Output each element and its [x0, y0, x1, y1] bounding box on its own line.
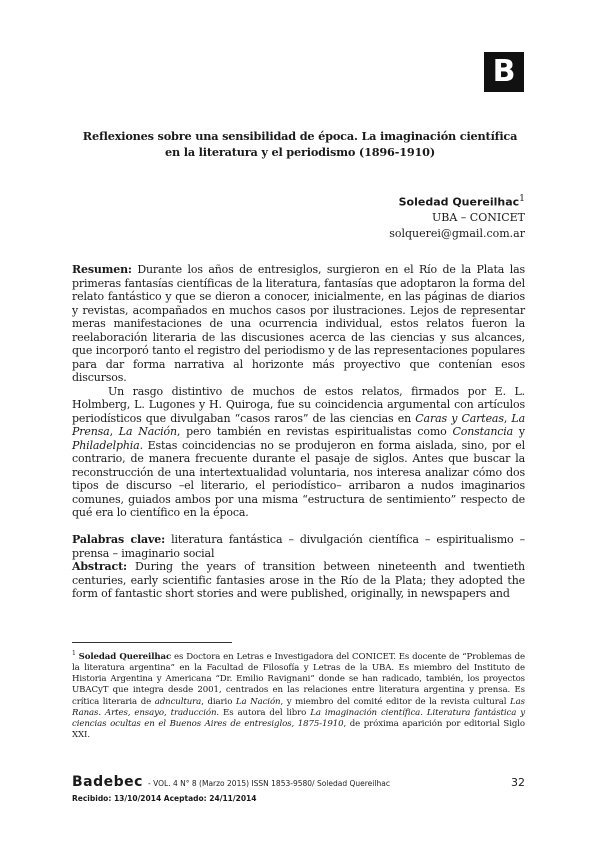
footnote-divider	[72, 642, 232, 643]
italic-title: La Nación	[235, 696, 281, 707]
journal-logo: B	[484, 52, 524, 92]
journal-brand: Badebec	[72, 774, 143, 790]
italic-title: Philadelphia	[72, 438, 140, 452]
footer-left	[72, 771, 390, 790]
footnote-author-name: Soledad Quereilhac	[78, 651, 172, 662]
footnote-mark: 1	[72, 650, 76, 657]
author-footnote-mark[interactable]: 1	[519, 193, 525, 204]
issue-info: - VOL. 4 N° 8 (Marzo 2015) ISSN 1853-9580/ Soledad Quereilhac	[148, 779, 390, 788]
keywords-paragraph	[72, 533, 525, 560]
abstract-es-label: Resumen:	[72, 263, 132, 276]
italic-title: La imaginación científica. Literatura fantástica y ciencias ocultas en el Buenos Aires de entresiglos, 1875-1910	[72, 707, 525, 730]
keywords-text: literatura fantástica – divulgación científica – espiritualismo – prensa – imaginario social	[72, 533, 525, 560]
abstract-es-text-1: Durante los años de entresiglos, surgieron en el Río de la Plata las primeras fantasías científicas de la literatura, fantasías que adoptaron la forma del relato fantástico y que se dieron a conocer, inicialmente, en las páginas de diarios y revistas, acompañados en muchos casos por ilustraciones. Lejos de representar meras manifestaciones de una ocurrencia individual, estos relatos fueron la reelaboración literaria de las discusiones acerca de las ciencias y sus alcances, que incorporó tanto el registro del periodismo y de las representaciones populares para dar forma narrativa al horizonte más proyectivo que contenían esos discursos.	[72, 263, 525, 384]
italic-title: Constancia	[452, 425, 514, 438]
page-number: 32	[511, 776, 525, 789]
author-affiliation: UBA – CONICET	[432, 211, 525, 225]
received-accepted-dates: Recibido: 13/10/2014 Aceptado: 24/11/2014	[72, 794, 257, 803]
text-span: , diario	[201, 696, 236, 707]
spacer	[72, 520, 525, 534]
abstract-en-label: Abstract:	[72, 560, 127, 573]
author-email[interactable]: solquerei@gmail.com.ar	[389, 226, 525, 240]
italic-title: adncultura	[154, 696, 202, 707]
text-span: , y miembro del comité editor de la revista cultural	[280, 696, 511, 707]
italic-title: La Nación	[118, 425, 177, 438]
text-span: y	[513, 425, 525, 438]
text-span: ,	[109, 425, 119, 438]
abstract-en-text: During the years of transition between nineteenth and twentieth centuries, early scientific fantasies arose in the Río de la Plata; they adopted the form of fantastic short stories and were published, originally, in newspapers and	[72, 560, 525, 600]
text-span: Un rasgo distintivo de muchos de estos relatos, firmados por E. L. Holmberg, L. Lugones y H. Quiroga, fue su coincidencia argumental con artículos periodísticos que divulgaban “casos raros” de las ciencias en	[72, 384, 525, 425]
footnote	[72, 648, 525, 741]
italic-title: Caras y Carteas	[415, 411, 504, 425]
text-span: es Doctora en Letras e Investigadora del CONICET. Es docente de “Problemas de la literatura argentina” en la Facultad de Filosofía y Letras de la UBA. Es miembro del Instituto de Historia Argentina y Americana “Dr. Emilio Ravignani” donde se han radicado, también, los proyectos UBACyT que integra desde 2001, centrados en las relaciones entre literatura argentina y prensa. Es crítica literaria de	[72, 651, 526, 707]
abstract-es-paragraph-2	[72, 385, 525, 520]
text-span: ,	[503, 411, 512, 425]
text-span: , de próxima aparición por editorial Siglo XXI.	[72, 719, 525, 741]
italic-title: La Prensa	[72, 411, 525, 438]
page-footer	[72, 771, 525, 803]
text-span: . Estas coincidencias no se produjeron en forma aislada, sino, por el contrario, de manera frecuente durante el pasaje de siglos. Antes que buscar la reconstrucción de una intertextualidad voluntaria, nos interesa analizar cómo dos tipos de discurso –el literario, el periodístico– arribaron a nudos imaginarios comunes, guiados ambos por una misma “estructura de sentimiento” respecto de qué era lo científico en la época.	[72, 438, 525, 519]
text-span: . Es autora del libro	[216, 707, 311, 718]
author-block	[389, 191, 525, 241]
abstract-en-paragraph	[72, 560, 525, 601]
text-span: , pero también en revistas espiritualistas como	[176, 425, 453, 438]
author-name: Soledad Quereilhac	[398, 195, 520, 209]
article-body	[72, 263, 525, 601]
abstract-es-paragraph-1	[72, 263, 525, 385]
article-title: Reflexiones sobre una sensibilidad de época. La imaginación científica en la literatura y el periodismo (1896-1910)	[82, 129, 518, 159]
italic-title: Las Ranas. Artes, ensayo, traducción	[72, 696, 525, 718]
author-name-line	[389, 191, 525, 210]
footer-row	[72, 771, 525, 790]
keywords-label: Palabras clave:	[72, 533, 166, 546]
